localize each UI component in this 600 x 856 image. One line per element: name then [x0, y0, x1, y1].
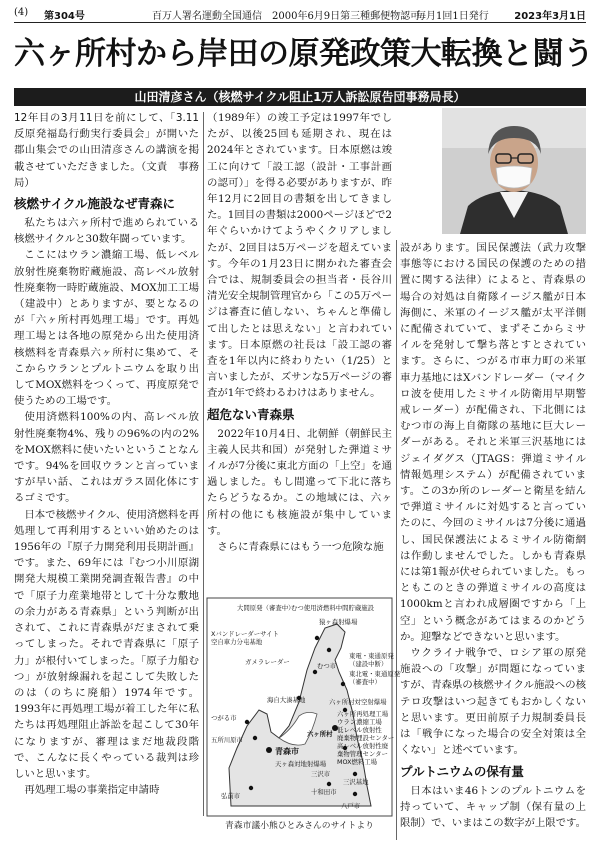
map-label: （建設中断）: [349, 660, 388, 668]
map-label: 三沢市: [311, 770, 331, 778]
column-divider: [396, 240, 397, 840]
map-label: Xバンドレーダーサイト: [211, 630, 279, 638]
publish-frequency: 毎月1回1日発行: [416, 11, 489, 22]
section-heading: 核燃サイクル施設なぜ青森に: [14, 196, 176, 212]
issue-date: 2023年3月1日: [514, 11, 586, 22]
map-label: 低レベル放射性: [337, 726, 382, 734]
article-column-1: [14, 110, 199, 840]
map-label: 天ヶ森対地射爆場: [275, 760, 327, 768]
map-label: 廃棄物埋設センター: [337, 734, 395, 742]
paragraph: ここにはウラン濃縮工場、低レベル放射性廃棄物貯蔵施設、高レベル放射性廃棄物一時貯蔵施設、MOX加工工場（建設中）とありますが、要となるのが「六ヶ所村再処理工場」です。再処理工場とは各地の原発から出た使用済核燃料を青森県六ヶ所村に集めて、そこからウランとプルトニウムを取り出してMOX燃料をつくって、再度原発で使うための工場です。: [14, 249, 199, 408]
map-icon: [207, 598, 401, 816]
paragraph: 日本で核燃サイクル、使用済燃料を再処理して再利用するといい始めたのは1956年の『原子力開発利用長期計画』です。また、69年には『むつ小川原湖開発大規模工業開発調査報告書』の中で「原子力産業地帯として十分な敷地の余力がある青森県」という判断が出されて、これに青森県がだまされて乗ってしまった。それで青森県に「原子力」が根付いてしまった。「原子力船むつ」が放射線漏れを起こして失敗したのは（のちに廃船）1974年です。1993年に再処理工場が着工した年に私たちは再処理阻止訴訟を起こして30年になりますが、審理はまだ地裁段階で、こんなに長くやっている裁判は珍しいと思います。: [14, 508, 199, 780]
speaker-portrait-icon: [442, 108, 586, 234]
map-label: （審査中）: [349, 678, 381, 686]
page-header: [14, 6, 586, 23]
map-label: ウラン濃縮工場: [337, 718, 382, 726]
map-label: 六ヶ所再処理工場: [337, 710, 389, 718]
map-label: 十和田市: [311, 788, 337, 796]
paragraph: （1989年）の竣工予定は1997年でしたが、以後25回も延期され、現在は2024年とされています。日本原燃は竣工に向けて「設工認（設計・工事計画の認可）」を得る必要がありますが、昨年12月に2回目の書類を出してきました。1回目の書類は2000ページほどで2年ぐらいかけてようやくクリアしましたが、2回目は5万ページを超えています。今年の1月23日に開かれた審査会合では、規制委員会の担当者・長谷川清光安全規制管理官から「この5万ページは審査に値しない、ちゃんと準備して出したとは思えない」と言われています。日本原燃の社長は「設工認の審査を1年以内に終わりたい（1/25）と言いましたが、ズサンな5万ページの審査が1年で終わるわけはありません。: [207, 112, 392, 400]
map-label: 八戸市: [341, 802, 361, 810]
section-heading: プルトニウムの保有量: [400, 763, 524, 779]
paragraph: 私たちは六ヶ所村で進められている核燃サイクルと30数年闘っています。: [14, 217, 199, 246]
map-label: 三沢基地: [343, 778, 369, 786]
aomori-nuclear-map: [207, 598, 401, 816]
map-label: 六ヶ所村: [307, 730, 333, 738]
map-label: 東北電・東通原発: [349, 670, 401, 678]
byline: 山田清彦さん（核燃サイクル阻止1万人訴訟原告団事務局長）: [14, 88, 586, 106]
publisher-name: 百万人署名運動全国通信: [152, 11, 262, 22]
map-label: 五所川原市: [211, 736, 243, 744]
map-caption: 青森市議小熊ひとみさんのサイトより: [225, 821, 374, 831]
paragraph: 使用済燃料100%の内、高レベル放射性廃棄物4%、残りの96%の内の2%をMOX燃料に使いたいということなんです。94%を回収ウランと言っていますが早い話、これはガラス固化体にするゴミです。: [14, 411, 199, 505]
map-label: 弘前市: [221, 792, 241, 800]
map-label: 東電・東通原発: [349, 652, 394, 660]
map-label: MOX燃料工場: [337, 758, 378, 766]
paragraph: ウクライナ戦争で、ロシア軍の原発施設への「攻撃」が問題になっていますが、青森県の核燃サイクル施設への核テロ攻撃はいつ起きてもおかしくないと思います。更田前原子力規制委員長は「戦争になった場合の安全対策は全くない」と述べています。: [400, 647, 586, 757]
headline: 六ヶ所村から岸田の原発政策大転換と闘う: [14, 36, 594, 72]
map-label: 青森市: [275, 747, 299, 756]
map-label: ガメラレーダー: [245, 658, 290, 666]
lead-paragraph: 12年目の3月11日を前にして、「3.11反原発福島行動実行委員会」が開いた郡山集会での山田清彦さんの講演を掲載させていただきました。（文責 事務局）: [14, 112, 199, 189]
map-label: つがる市: [211, 714, 237, 722]
paragraph: さらに青森県にはもう一つ危険な施: [217, 541, 384, 554]
map-label: むつ使用済燃料中間貯蔵施設: [291, 604, 375, 612]
article-column-3: [400, 240, 586, 840]
map-label: 六ヶ所村対空射爆場: [329, 698, 387, 706]
speaker-photo: [442, 108, 586, 234]
map-label: むつ市: [317, 662, 337, 670]
column-divider: [203, 112, 204, 816]
paragraph: 日本はいま46トンのプルトニウムを持っていて、キャップ制（保有量の上限制）で、いまはこの数字が上限です。: [400, 784, 586, 829]
article-column-2: [207, 110, 392, 594]
issue-number: 第304号: [44, 11, 85, 22]
map-label: 海自大湊基地: [267, 696, 306, 704]
map-label: 空自車力分屯基地: [211, 638, 263, 646]
paragraph: 2022年10月4日、北朝鮮（朝鮮民主主義人民共和国）が発射した弾道ミサイルが7分後に東北方面の「上空」を通過しました。もし間違って下北に落ちたらどうなるか。この地域には、六ヶ所村の他にも核施設が集中しています。: [207, 427, 392, 537]
section-heading: 超危ない青森県: [207, 406, 295, 422]
map-label: 大間原発（審査中）: [237, 604, 295, 612]
map-label: 猿ヶ森射爆場: [319, 618, 358, 626]
paragraph: 設があります。国民保護法（武力攻撃事態等における国民の保護のための措置に関する法律）によると、青森県の場合の対処は自衛隊イージス艦が日本海側に、米軍のイージス艦が太平洋側に配備されていて、まずそこからミサイルを発射して撃ち落とすとされています。さらに、つがる市車力町の米軍車力基地にはXバンドレーダー（マイクロ波を使用したミサイル防衛用早期警戒レーダー）が配備され、下北側にはむつ市の海上自衛隊の基地に巨大レーダーがある。それと米軍三沢基地にはジェイダグス（JTAGS：弾道ミサイル情報処理システム）が配備されています。この3か所のレーダーと衛星を結んで弾道ミサイルに対処すると言っていたのに、今回のミサイルは7分後に通過し、国民保護法によるミサイル防衛網は作動しませんでした。しかも青森県には第1報が伏せられていました。もっともこのときの弾道ミサイルの高度は1000kmと言われ成層圏ですから「上空」という概念があてはまるのかどうか。迎撃などできないと思います。: [400, 242, 586, 643]
paragraph: 再処理工場の事業指定申請時: [24, 784, 160, 797]
page-number: (4): [14, 7, 29, 18]
map-label: 高レベル放射性廃: [337, 742, 389, 750]
postal-permit: 2000年6月9日第三種郵便物認可: [272, 11, 421, 22]
map-label: 棄物管理センター: [337, 750, 388, 758]
